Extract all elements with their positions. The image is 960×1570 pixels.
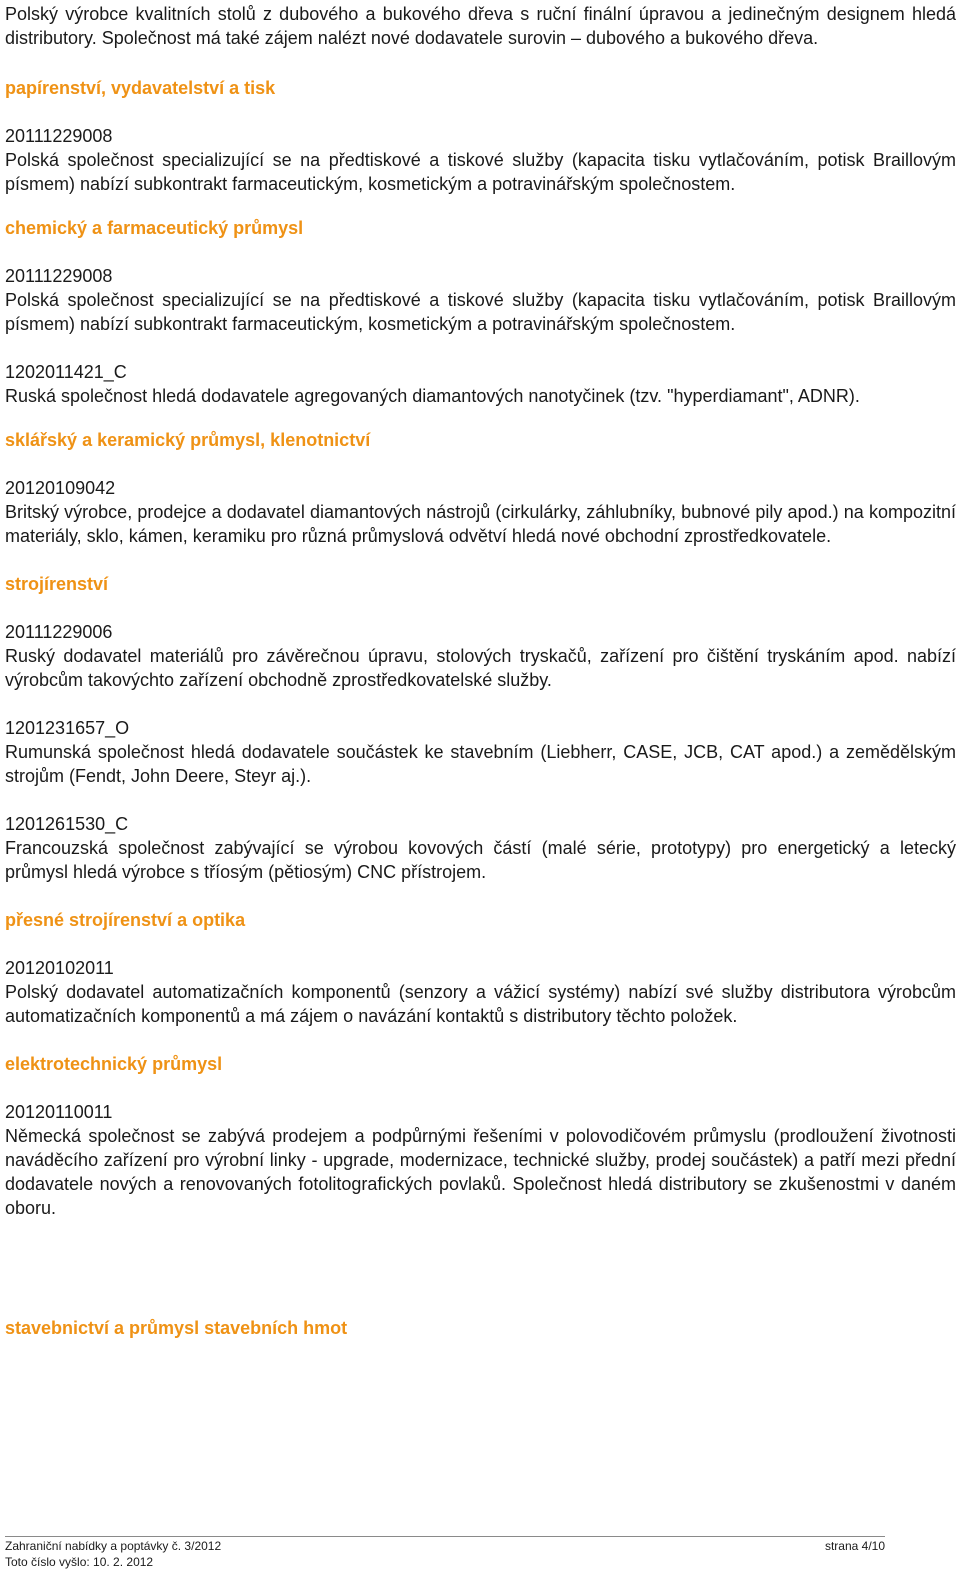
offer-id: 20120110011 xyxy=(5,1102,113,1122)
offer-text: Britský výrobce, prodejce a dodavatel diamantových nástrojů (cirkulárky, záhlubníky, bubnové pily apod.) na kompozitní materiály, sklo, kámen, keramiku pro různá průmyslová odvětví hledá nové obchodní zprostředkovatele. xyxy=(5,502,956,546)
offer-item xyxy=(5,476,956,548)
offer-item xyxy=(5,956,956,1028)
section-heading-precision-optics: přesné strojírenství a optika xyxy=(5,910,246,930)
section-heading-chemical-pharma: chemický a farmaceutický průmysl xyxy=(5,218,304,238)
offer-item xyxy=(5,124,956,196)
offer-text: Německá společnost se zabývá prodejem a podpůrnými řešeními v polovodičovém průmyslu (prodloužení životnosti naváděcího zařízení pro výrobní linky - upgrade, modernizace, technické služby, prodej součástek) a patří mezi přední dodavatele nových a renovovaných fotolitografických povlaků. Společnost hledá distributory se zkušenostmi v daném oboru. xyxy=(5,1126,956,1218)
section-heading-glass-ceramics: sklářský a keramický průmysl, klenotnictví xyxy=(5,430,371,450)
footer-page-number: strana 4/10 xyxy=(824,1539,885,1553)
footer-issue-date: Toto číslo vyšlo: 10. 2. 2012 xyxy=(5,1555,154,1569)
offer-item xyxy=(5,1100,956,1220)
offer-id: 1201261530_C xyxy=(5,814,129,834)
document-page xyxy=(5,0,956,1340)
intro-paragraph: Polský výrobce kvalitních stolů z dubového a bukového dřeva s ruční finální úpravou a jedinečným designem hledá distributory. Společnost má také zájem nalézt nové dodavatele surovin – dubového a bukového dřeva. xyxy=(5,4,956,48)
offer-id: 20120109042 xyxy=(5,478,116,498)
section-heading-construction: stavebnictví a průmysl stavebních hmot xyxy=(5,1318,348,1338)
offer-text: Ruský dodavatel materiálů pro závěrečnou úpravu, stolových tryskačů, zařízení pro čištění tryskáním apod. nabízí výrobcům takovýchto zařízení obchodně zprostředkovatelské služby. xyxy=(5,646,956,690)
offer-text: Polský dodavatel automatizačních komponentů (senzory a vážicí systémy) nabízí své služby distributora výrobcům automatizačních komponentů a má zájem o navázání kontaktů s distributory těchto položek. xyxy=(5,982,956,1026)
footer-row xyxy=(5,1538,885,1554)
offer-text: Polská společnost specializující se na předtiskové a tiskové služby (kapacita tisku vytlačováním, potisk Braillovým písmem) nabízí subkontrakt farmaceutickým, kosmetickým a potravinářským společnostem. xyxy=(5,290,956,334)
section-heading-electrotechnical: elektrotechnický průmysl xyxy=(5,1054,223,1074)
offer-id: 1201231657_O xyxy=(5,718,130,738)
offer-item xyxy=(5,716,956,788)
offer-item xyxy=(5,812,956,884)
offer-id: 20120102011 xyxy=(5,958,114,978)
offer-id: 20111229008 xyxy=(5,126,113,146)
section-heading-paper-printing: papírenství, vydavatelství a tisk xyxy=(5,78,276,98)
offer-text: Polská společnost specializující se na předtiskové a tiskové služby (kapacita tisku vytlačováním, potisk Braillovým písmem) nabízí subkontrakt farmaceutickým, kosmetickým a potravinářským společnostem. xyxy=(5,150,956,194)
offer-text: Ruská společnost hledá dodavatele agregovaných diamantových nanotyčinek (tzv. "hyperdiamant", ADNR). xyxy=(5,386,860,406)
page-footer xyxy=(5,1536,885,1570)
offer-id: 20111229006 xyxy=(5,622,113,642)
offer-text: Rumunská společnost hledá dodavatele součástek ke stavebním (Liebherr, CASE, JCB, CAT apod.) a zemědělským strojům (Fendt, John Deere, Steyr aj.). xyxy=(5,742,956,786)
offer-item xyxy=(5,620,956,692)
offer-id: 20111229008 xyxy=(5,266,113,286)
section-heading-engineering: strojírenství xyxy=(5,574,109,594)
footer-publication: Zahraniční nabídky a poptávky č. 3/2012 xyxy=(5,1539,222,1553)
offer-item xyxy=(5,360,956,408)
offer-item xyxy=(5,264,956,336)
offer-text: Francouzská společnost zabývající se výrobou kovových částí (malé série, prototypy) pro energetický a letecký průmysl hledá výrobce s tříosým (pětiosým) CNC přístrojem. xyxy=(5,838,956,882)
offer-id: 1202011421_C xyxy=(5,362,127,382)
